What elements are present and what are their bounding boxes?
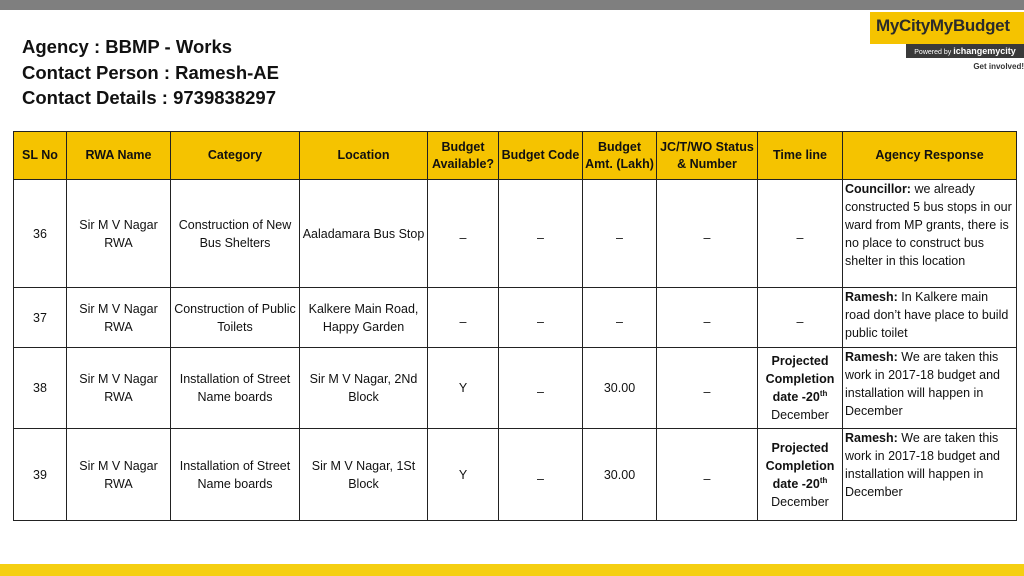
table-header-row [14, 132, 1017, 180]
response-text: We are taken this work in 2017-18 budget and installation will happen in December [845, 431, 1000, 499]
powered-by-org: ichangemycity [953, 46, 1016, 56]
cell-rwa: Sir M V Nagar RWA [67, 348, 171, 429]
cell-location: Kalkere Main Road, Happy Garden [300, 288, 428, 348]
dash-value: – [703, 471, 711, 486]
cell-response [843, 348, 1017, 429]
response-author: Councillor: [845, 182, 911, 196]
logo-powered-by [906, 44, 1024, 58]
col-agency-response: Agency Response [843, 132, 1017, 180]
works-table [13, 131, 1017, 521]
dash-value: – [537, 385, 544, 399]
cell-code [499, 429, 583, 521]
cell-response [843, 288, 1017, 348]
response-author: Ramesh: [845, 350, 898, 364]
response-author: Ramesh: [845, 431, 898, 445]
table-row [14, 348, 1017, 429]
col-sl-no: SL No [14, 132, 67, 180]
top-bar [0, 0, 1024, 10]
cell-rwa: Sir M V Nagar RWA [67, 180, 171, 288]
cell-available [428, 288, 499, 348]
col-rwa-name: RWA Name [67, 132, 171, 180]
cell-location: Sir M V Nagar, 1St Block [300, 429, 428, 521]
timeline-month: December [771, 494, 829, 509]
cell-available [428, 180, 499, 288]
timeline-month: December [771, 408, 829, 422]
cell-sl: 37 [14, 288, 67, 348]
col-category: Category [171, 132, 300, 180]
dash-value: – [459, 314, 467, 329]
timeline-ordinal: th [819, 388, 828, 398]
cell-category: Installation of Street Name boards [171, 429, 300, 521]
response-author: Ramesh: [845, 290, 898, 304]
col-budget-amount: Budget Amt. (Lakh) [583, 132, 657, 180]
cell-location: Aaladamara Bus Stop [300, 180, 428, 288]
cell-timeline [758, 180, 843, 288]
dash-value: – [616, 314, 623, 329]
timeline-text: Projected Completion date -20 [765, 440, 835, 491]
col-time-line: Time line [758, 132, 843, 180]
logo-title: MyCityMyBudget [876, 16, 1010, 35]
table-row [14, 288, 1017, 348]
dash-value: – [703, 385, 711, 399]
cell-timeline [758, 348, 843, 429]
response-text: We are taken this work in 2017-18 budget and installation will happen in December [845, 350, 1000, 418]
cell-timeline [758, 288, 843, 348]
timeline-ordinal: th [819, 475, 828, 485]
cell-status [657, 429, 758, 521]
cell-amount [583, 180, 657, 288]
dash-value: – [796, 314, 804, 329]
cell-response [843, 180, 1017, 288]
agency-line: Agency : BBMP - Works [22, 36, 233, 57]
cell-sl: 39 [14, 429, 67, 521]
cell-amount: 30.00 [583, 348, 657, 429]
col-status-number: JC/T/WO Status & Number [657, 132, 758, 180]
bottom-bar [0, 564, 1024, 576]
cell-amount [583, 288, 657, 348]
contact-person-line: Contact Person : Ramesh-AE [22, 61, 279, 83]
cell-rwa: Sir M V Nagar RWA [67, 288, 171, 348]
table-row [14, 429, 1017, 521]
cell-status [657, 348, 758, 429]
timeline-text: Projected Completion date -20 [765, 354, 835, 404]
cell-status [657, 288, 758, 348]
cell-category: Installation of Street Name boards [171, 348, 300, 429]
mycitymybudget-logo [870, 12, 1024, 74]
cell-category: Construction of New Bus Shelters [171, 180, 300, 288]
dash-value: – [537, 314, 544, 329]
cell-amount: 30.00 [583, 429, 657, 521]
cell-code [499, 348, 583, 429]
cell-code [499, 288, 583, 348]
cell-available: Y [428, 429, 499, 521]
dash-value: – [703, 230, 711, 245]
logo-banner [870, 12, 1024, 44]
cell-rwa: Sir M V Nagar RWA [67, 429, 171, 521]
dash-value: – [703, 314, 711, 329]
cell-response [843, 429, 1017, 521]
dash-value: – [537, 471, 544, 486]
dash-value: – [616, 230, 623, 245]
table-row [14, 180, 1017, 288]
cell-status [657, 180, 758, 288]
powered-by-text: Powered by [914, 49, 952, 56]
col-location: Location [300, 132, 428, 180]
dash-value: – [796, 230, 804, 245]
contact-info [22, 34, 279, 111]
logo-tagline: Get involved! [973, 62, 1024, 71]
col-budget-available: Budget Available? [428, 132, 499, 180]
col-budget-code: Budget Code [499, 132, 583, 180]
cell-timeline [758, 429, 843, 521]
cell-sl: 36 [14, 180, 67, 288]
cell-sl: 38 [14, 348, 67, 429]
cell-code [499, 180, 583, 288]
response-text: In Kalkere main road don’t have place to build public toilet [845, 290, 1009, 340]
dash-value: – [537, 230, 544, 245]
cell-category: Construction of Public Toilets [171, 288, 300, 348]
dash-value: – [459, 230, 467, 245]
cell-location: Sir M V Nagar, 2Nd Block [300, 348, 428, 429]
response-text: we already constructed 5 bus stops in our ward from MP grants, there is no place to construct bus shelter in this location [845, 182, 1012, 268]
cell-available: Y [428, 348, 499, 429]
contact-details-line: Contact Details : 9739838297 [22, 87, 276, 108]
